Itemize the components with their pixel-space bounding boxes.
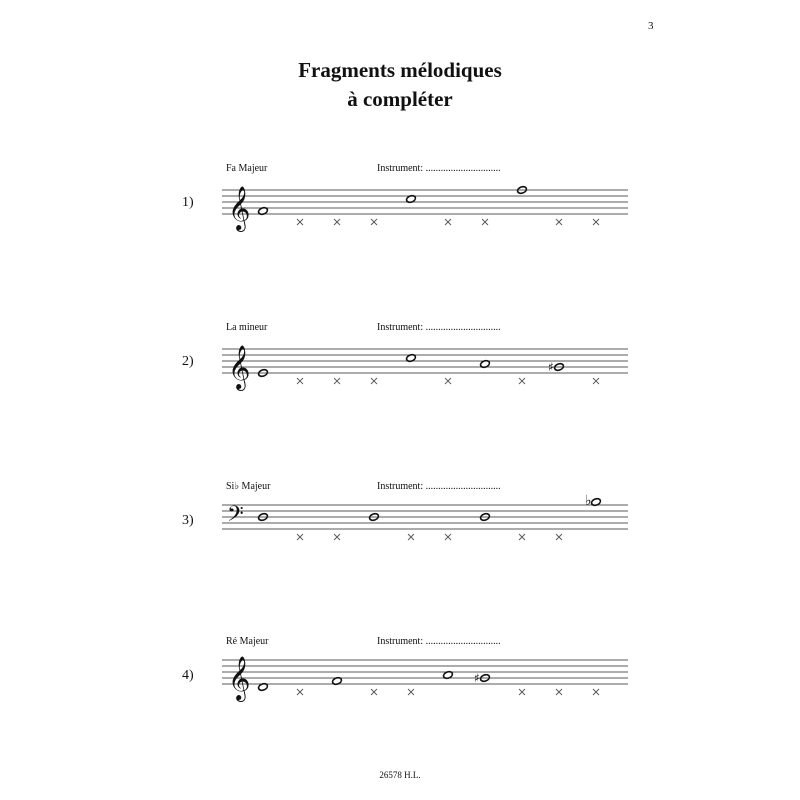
key-label: Ré Majeur	[226, 636, 269, 647]
key-label: Fa Majeur	[226, 163, 268, 174]
blank-marker	[371, 689, 377, 695]
blank-marker	[334, 219, 340, 225]
exercise-number: 2)	[182, 354, 194, 369]
blank-marker	[593, 689, 599, 695]
key-label: Si♭ Majeur	[226, 481, 271, 492]
page-title	[0, 56, 800, 114]
instrument-label: Instrument: ..............................	[377, 163, 501, 174]
instrument-label: Instrument: ..............................	[377, 322, 501, 333]
blank-marker	[519, 689, 525, 695]
blank-marker	[482, 219, 488, 225]
blank-marker	[593, 219, 599, 225]
exercise-number: 1)	[182, 195, 194, 210]
treble-clef-icon: 𝄞	[228, 345, 251, 389]
title-line-1: Fragments mélodiques	[298, 58, 502, 82]
blank-marker	[408, 689, 414, 695]
treble-clef-icon: 𝄞	[228, 656, 251, 700]
blank-marker	[556, 689, 562, 695]
exercise-number: 3)	[182, 513, 194, 528]
page-number: 3	[648, 20, 654, 32]
flat-icon: ♭	[585, 493, 592, 509]
blank-marker	[445, 378, 451, 384]
bass-clef-icon: 𝄢	[227, 502, 244, 532]
blank-marker	[519, 378, 525, 384]
blank-marker	[297, 689, 303, 695]
key-label: La mineur	[226, 322, 268, 333]
staff	[0, 465, 800, 575]
staff	[0, 310, 800, 420]
blank-marker	[334, 378, 340, 384]
exercise-number: 4)	[182, 668, 194, 683]
blank-marker	[371, 219, 377, 225]
sharp-icon: ♯	[474, 671, 480, 685]
blank-marker	[556, 534, 562, 540]
blank-marker	[519, 534, 525, 540]
blank-marker	[556, 219, 562, 225]
staff	[0, 620, 800, 730]
catalog-number: 26578 H.L.	[379, 770, 421, 780]
treble-clef-icon: 𝄞	[228, 186, 251, 230]
instrument-label: Instrument: ..............................	[377, 481, 501, 492]
blank-marker	[297, 534, 303, 540]
blank-marker	[445, 534, 451, 540]
instrument-label: Instrument: ..............................	[377, 636, 501, 647]
title-line-2: à compléter	[347, 87, 453, 111]
blank-marker	[408, 534, 414, 540]
blank-marker	[297, 219, 303, 225]
blank-marker	[445, 219, 451, 225]
blank-marker	[593, 378, 599, 384]
staff	[0, 150, 800, 260]
sharp-icon: ♯	[548, 360, 554, 374]
blank-marker	[297, 378, 303, 384]
blank-marker	[334, 534, 340, 540]
blank-marker	[371, 378, 377, 384]
